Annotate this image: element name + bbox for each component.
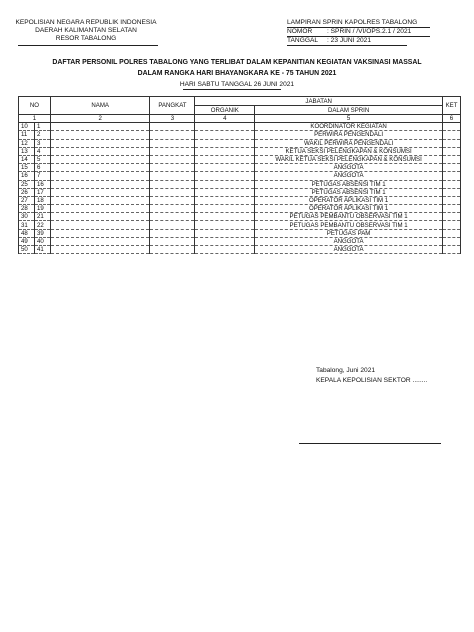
row-organik <box>195 180 255 188</box>
row-nama <box>50 229 150 237</box>
row-pangkat <box>150 172 195 180</box>
header-jabatan: JABATAN <box>195 97 443 106</box>
row-nama <box>50 172 150 180</box>
row-pangkat <box>150 237 195 245</box>
column-number: 1 <box>19 115 51 123</box>
row-pangkat <box>150 139 195 147</box>
row-nama <box>50 139 150 147</box>
table-row <box>19 147 461 155</box>
attachment-lampiran: LAMPIRAN SPRIN KAPOLRES TABALONG <box>287 19 418 26</box>
table-row <box>19 123 461 131</box>
table-row <box>19 139 461 147</box>
row-dalam-sprin: OPERATOR APLIKASI TIM 1 <box>255 196 443 204</box>
table-row <box>19 164 461 172</box>
row-ket <box>442 164 460 172</box>
letterhead-line-2: DAERAH KALIMANTAN SELATAN <box>35 27 137 34</box>
attachment-nomor-value: : SPRIN / /VI/OPS.2.1 / 2021 <box>327 28 412 35</box>
row-organik <box>195 213 255 221</box>
header-pangkat: PANGKAT <box>150 97 195 115</box>
row-number: 16 <box>34 180 50 188</box>
row-number: 17 <box>34 188 50 196</box>
row-pangkat <box>150 147 195 155</box>
row-organik <box>195 155 255 163</box>
attachment-nomor-label: NOMOR <box>287 28 313 35</box>
row-dalam-sprin: KETUA SEKSI PELENGKAPAN & KONSUMSI <box>255 147 443 155</box>
row-organik <box>195 164 255 172</box>
row-nama <box>50 205 150 213</box>
row-organik <box>195 205 255 213</box>
row-number: 40 <box>34 237 50 245</box>
row-number: 5 <box>34 155 50 163</box>
row-dalam-sprin: ANGGOTA <box>255 172 443 180</box>
row-pangkat <box>150 155 195 163</box>
row-nama <box>50 237 150 245</box>
table-row <box>19 172 461 180</box>
row-number: 2 <box>34 131 50 139</box>
header-organik: ORGANIK <box>195 106 255 115</box>
row-dalam-sprin: WAKIL PERWIRA PENGENDALI <box>255 139 443 147</box>
row-organik <box>195 246 255 254</box>
row-index: 26 <box>19 188 35 196</box>
row-pangkat <box>150 188 195 196</box>
letterhead-line-3: RESOR TABALONG <box>55 35 117 42</box>
row-dalam-sprin: PETUGAS PEMBANTU OBSERVASI TIM 1 <box>255 213 443 221</box>
row-dalam-sprin: ANGGOTA <box>255 246 443 254</box>
column-number: 3 <box>150 115 195 123</box>
row-number: 18 <box>34 196 50 204</box>
row-number: 6 <box>34 164 50 172</box>
letterhead <box>6 19 166 43</box>
header-nama: NAMA <box>50 97 150 115</box>
row-index: 12 <box>19 139 35 147</box>
row-nama <box>50 196 150 204</box>
row-organik <box>195 229 255 237</box>
row-ket <box>442 196 460 204</box>
row-pangkat <box>150 229 195 237</box>
row-dalam-sprin: PETUGAS ABSENSI TIM 1 <box>255 188 443 196</box>
attachment-rule-3 <box>287 45 407 46</box>
row-ket <box>442 229 460 237</box>
row-index: 25 <box>19 180 35 188</box>
row-organik <box>195 123 255 131</box>
row-nama <box>50 155 150 163</box>
row-index: 27 <box>19 196 35 204</box>
row-ket <box>442 213 460 221</box>
row-index: 49 <box>19 237 35 245</box>
table-row <box>19 213 461 221</box>
row-dalam-sprin: WAKIL KETUA SEKSI PELENGKAPAN & KONSUMSI <box>255 155 443 163</box>
row-ket <box>442 246 460 254</box>
table-row <box>19 246 461 254</box>
row-index: 30 <box>19 213 35 221</box>
document-title-line-1: DAFTAR PERSONIL POLRES TABALONG YANG TERLIBAT DALAM KEPANITIAN KEGIATAN VAKSINASI MASSAL <box>52 59 422 66</box>
row-ket <box>442 180 460 188</box>
row-pangkat <box>150 246 195 254</box>
row-dalam-sprin: PETUGAS PEMBANTU OBSERVASI TIM 1 <box>255 221 443 229</box>
row-nama <box>50 246 150 254</box>
header-ket: KET <box>442 97 460 115</box>
row-pangkat <box>150 205 195 213</box>
row-organik <box>195 196 255 204</box>
document-title-line-2: DALAM RANGKA HARI BHAYANGKARA KE - 75 TAHUN 2021 <box>137 70 337 77</box>
header-no: NO <box>19 97 51 115</box>
row-ket <box>442 139 460 147</box>
row-pangkat <box>150 196 195 204</box>
title-underline <box>183 89 281 90</box>
row-index: 28 <box>19 205 35 213</box>
table-row <box>19 196 461 204</box>
row-ket <box>442 221 460 229</box>
row-index: 15 <box>19 164 35 172</box>
row-ket <box>442 147 460 155</box>
row-nama <box>50 131 150 139</box>
table-row <box>19 131 461 139</box>
row-nama <box>50 213 150 221</box>
row-index: 10 <box>19 123 35 131</box>
column-number: 4 <box>195 115 255 123</box>
letterhead-underline <box>18 45 158 46</box>
row-nama <box>50 147 150 155</box>
table-row <box>19 188 461 196</box>
row-ket <box>442 131 460 139</box>
column-number: 2 <box>50 115 150 123</box>
row-nama <box>50 180 150 188</box>
row-ket <box>442 172 460 180</box>
column-number: 5 <box>255 115 443 123</box>
row-pangkat <box>150 123 195 131</box>
header-dalam-sprin: DALAM SPRIN <box>255 106 443 115</box>
row-dalam-sprin: PERWIRA PENGENDALI <box>255 131 443 139</box>
table-row <box>19 205 461 213</box>
row-index: 50 <box>19 246 35 254</box>
row-pangkat <box>150 213 195 221</box>
row-organik <box>195 131 255 139</box>
row-nama <box>50 221 150 229</box>
table-row <box>19 180 461 188</box>
row-number: 3 <box>34 139 50 147</box>
row-dalam-sprin: PETUGAS PAM <box>255 229 443 237</box>
signature-position: KEPALA KEPOLISIAN SEKTOR ........ <box>316 377 428 384</box>
row-index: 11 <box>19 131 35 139</box>
row-organik <box>195 221 255 229</box>
table-row <box>19 229 461 237</box>
row-pangkat <box>150 164 195 172</box>
row-index: 13 <box>19 147 35 155</box>
row-index: 31 <box>19 221 35 229</box>
personnel-table <box>18 96 461 254</box>
row-number: 39 <box>34 229 50 237</box>
row-ket <box>442 205 460 213</box>
row-organik <box>195 172 255 180</box>
row-ket <box>442 237 460 245</box>
signature-line <box>299 443 441 444</box>
row-number: 19 <box>34 205 50 213</box>
row-nama <box>50 164 150 172</box>
row-ket <box>442 123 460 131</box>
row-pangkat <box>150 131 195 139</box>
row-number: 41 <box>34 246 50 254</box>
letterhead-line-1: KEPOLISIAN NEGARA REPUBLIK INDONESIA <box>15 19 157 26</box>
row-dalam-sprin: PETUGAS ABSENSI TIM 1 <box>255 180 443 188</box>
row-ket <box>442 155 460 163</box>
document-title-line-3: HARI SABTU TANGGAL 26 JUNI 2021 <box>179 81 295 88</box>
attachment-tanggal-value: : 23 JUNI 2021 <box>327 37 371 44</box>
table-row <box>19 237 461 245</box>
row-organik <box>195 188 255 196</box>
row-number: 7 <box>34 172 50 180</box>
row-number: 21 <box>34 213 50 221</box>
row-dalam-sprin: OPERATOR APLIKASI TIM 1 <box>255 205 443 213</box>
row-pangkat <box>150 221 195 229</box>
column-number: 6 <box>442 115 460 123</box>
table-row <box>19 155 461 163</box>
attachment-tanggal-label: TANGGAL <box>287 37 319 44</box>
row-ket <box>442 188 460 196</box>
row-index: 16 <box>19 172 35 180</box>
row-organik <box>195 139 255 147</box>
row-organik <box>195 147 255 155</box>
row-index: 48 <box>19 229 35 237</box>
row-dalam-sprin: ANGGOTA <box>255 237 443 245</box>
row-pangkat <box>150 180 195 188</box>
row-nama <box>50 123 150 131</box>
row-number: 1 <box>34 123 50 131</box>
signature-place-date: Tabalong, Juni 2021 <box>316 367 376 374</box>
row-number: 4 <box>34 147 50 155</box>
row-number: 22 <box>34 221 50 229</box>
table-row <box>19 221 461 229</box>
row-nama <box>50 188 150 196</box>
row-dalam-sprin: KOORDINATOR KEGIATAN <box>255 123 443 131</box>
row-index: 14 <box>19 155 35 163</box>
row-organik <box>195 237 255 245</box>
row-dalam-sprin: ANGGOTA <box>255 164 443 172</box>
